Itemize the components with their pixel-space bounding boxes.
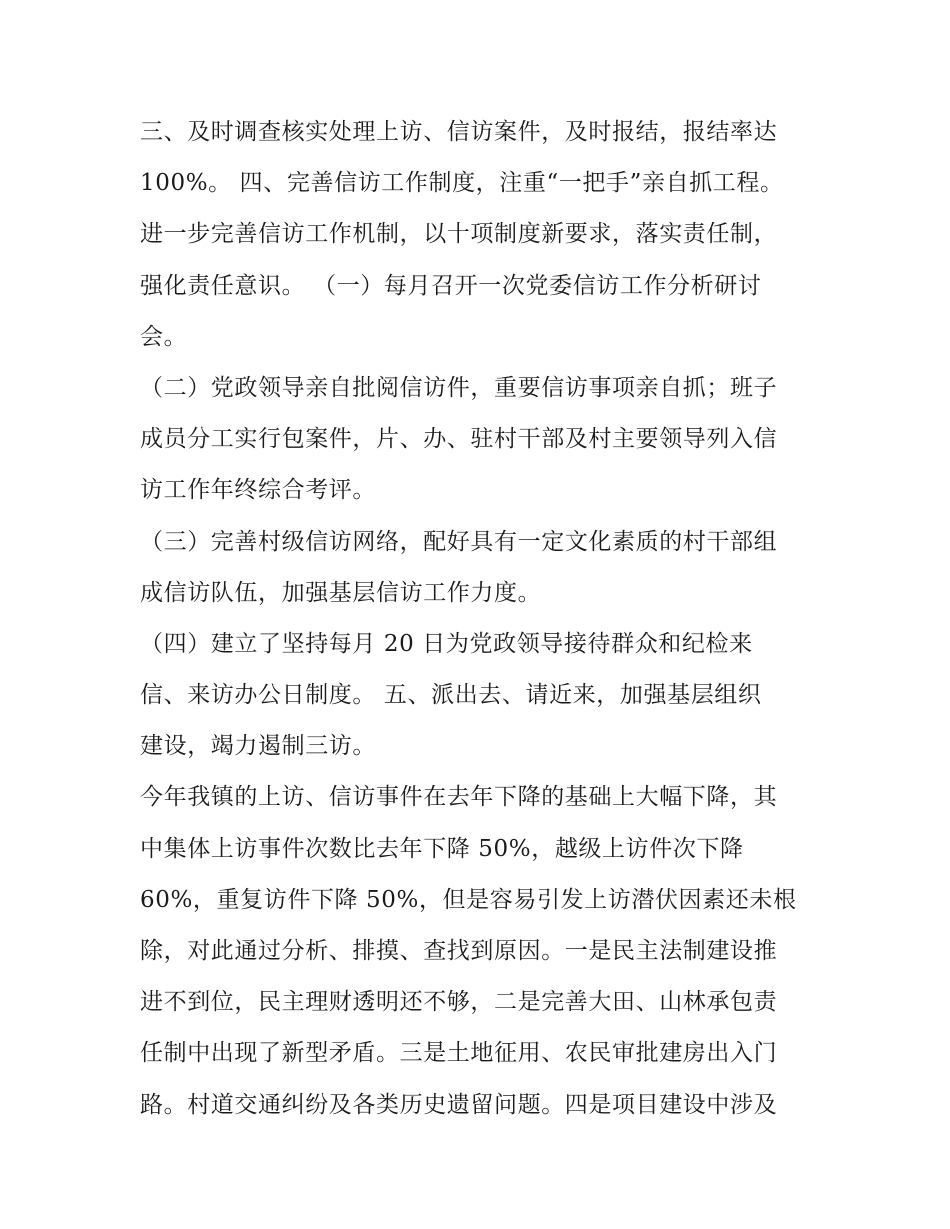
text-line: 成员分工实行包案件，片、办、驻村干部及村主要领导列入信 bbox=[140, 426, 778, 453]
text-line: 建设，竭力遏制三访。 bbox=[140, 733, 376, 760]
text-line: （三）完善村级信访网络，配好具有一定文化素质的村干部组 bbox=[140, 528, 778, 555]
text-line: 访工作年终综合考评。 bbox=[140, 477, 376, 504]
text-line: 今年我镇的上访、信访事件在去年下降的基础上大幅下降，其 bbox=[140, 784, 778, 811]
text-line: 强化责任意识。 （一）每月召开一次党委信访工作分析研讨 bbox=[140, 272, 762, 299]
text-line: 60%，重复访件下降 50%，但是容易引发上访潜伏因素还未根 bbox=[140, 886, 797, 913]
text-line: 路。村道交通纠纷及各类历史遗留问题。四是项目建设中涉及 bbox=[140, 1091, 778, 1118]
text-line: （二）党政领导亲自批阅信访件，重要信访事项亲自抓；班子 bbox=[140, 374, 778, 401]
text-line: 100%。 四、完善信访工作制度，注重“一把手”亲自抓工程。 bbox=[140, 170, 784, 197]
body-text bbox=[140, 107, 820, 1131]
text-line: 任制中出现了新型矛盾。三是土地征用、农民审批建房出入门 bbox=[140, 1040, 778, 1067]
text-line: 成信访队伍，加强基层信访工作力度。 bbox=[140, 579, 542, 606]
text-line: 进不到位，民主理财透明还不够，二是完善大田、山林承包责 bbox=[140, 989, 778, 1016]
text-line: 三、及时调查核实处理上访、信访案件，及时报结，报结率达 bbox=[140, 119, 778, 145]
text-line: 会。 bbox=[140, 323, 188, 350]
text-line: 除，对此通过分析、排摸、查找到原因。一是民主法制建设推 bbox=[140, 938, 778, 964]
text-line: 中集体上访事件次数比去年下降 50%，越级上访件次下降 bbox=[140, 835, 744, 862]
text-line: （四）建立了坚持每月 20 日为党政领导接待群众和纪检来 bbox=[140, 630, 753, 657]
text-line: 信、来访办公日制度。 五、派出去、请近来，加强基层组织 bbox=[140, 682, 762, 709]
text-line: 进一步完善信访工作机制，以十项制度新要求，落实责任制， bbox=[140, 221, 778, 248]
